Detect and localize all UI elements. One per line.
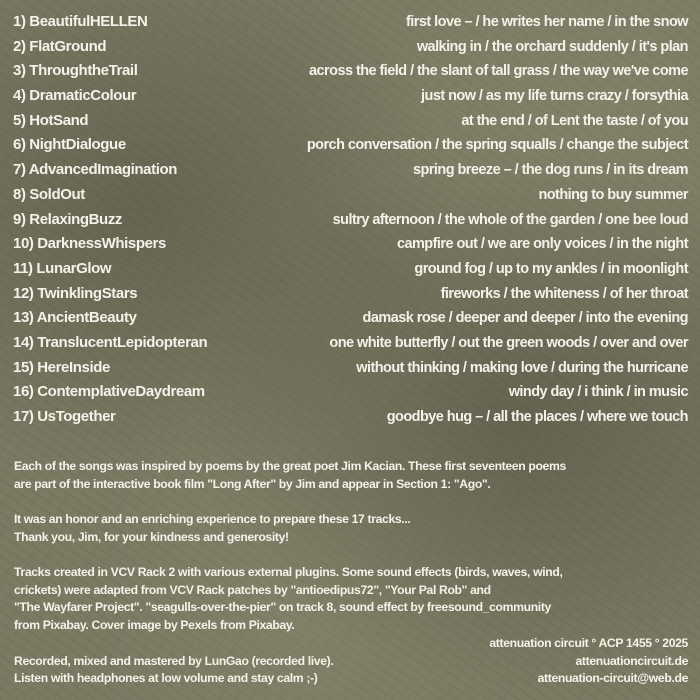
track-poem: goodbye hug – / all the places / where we touch xyxy=(386,409,688,425)
track-row xyxy=(13,11,688,36)
track-row xyxy=(13,60,688,85)
track-title: 17) UsTogether xyxy=(13,408,116,425)
track-poem: walking in / the orchard suddenly / it's plan xyxy=(416,38,688,55)
track-row xyxy=(13,283,688,308)
track-title: 8) SoldOut xyxy=(13,185,85,203)
track-poem: at the end / of Lent the taste / of you xyxy=(461,112,688,129)
notes-line: crickets) were adapted from VCV Rack patches by "antioedipus72", "Your Pal Rob" and xyxy=(14,582,491,597)
track-row xyxy=(13,357,688,382)
tracklist xyxy=(13,11,688,431)
recording-credit: Recorded, mixed and mastered by LunGao (recorded live). xyxy=(14,653,334,668)
listening-note: Listen with headphones at low volume and stay calm ;-) xyxy=(14,671,318,685)
track-title: 10) DarknessWhispers xyxy=(13,235,166,253)
track-title: 1) BeautifulHELLEN xyxy=(13,13,148,30)
track-row xyxy=(13,381,688,406)
notes-credits xyxy=(14,564,688,634)
track-poem: just now / as my life turns crazy / forsythia xyxy=(421,88,688,105)
track-row xyxy=(13,332,688,357)
track-title: 11) LunarGlow xyxy=(13,259,112,277)
track-poem: windy day / i think / in music xyxy=(508,384,688,401)
notes-thanks xyxy=(14,511,688,546)
track-title: 2) FlatGround xyxy=(13,37,107,55)
track-title: 5) HotSand xyxy=(13,111,89,129)
track-row xyxy=(13,209,688,234)
track-row xyxy=(13,406,688,431)
track-poem: nothing to buy summer xyxy=(538,186,688,203)
track-poem: first love – / he writes her name / in the snow xyxy=(406,14,688,30)
track-title: 3) ThroughtheTrail xyxy=(13,62,138,80)
track-title: 13) AncientBeauty xyxy=(13,309,137,327)
track-row xyxy=(13,159,688,184)
track-row xyxy=(13,258,688,283)
track-poem: spring breeze – / the dog runs / in its dream xyxy=(413,162,688,179)
notes-line: from Pixabay. Cover image by Pexels from Pixabay. xyxy=(14,617,295,632)
notes-line: Tracks created in VCV Rack 2 with various external plugins. Some sound effects (birds, waves, wind, xyxy=(14,565,563,579)
track-title: 12) TwinklingStars xyxy=(13,284,138,302)
track-row xyxy=(13,134,688,159)
track-poem: one white butterfly / out the green woods / over and over xyxy=(329,334,688,351)
track-title: 14) TranslucentLepidopteran xyxy=(13,333,208,351)
footer xyxy=(14,635,688,688)
track-poem: across the field / the slant of tall grass / the way we've come xyxy=(309,63,688,80)
catalog-info: attenuation circuit ° ACP 1455 ° 2025 xyxy=(489,636,688,650)
track-poem: fireworks / the whiteness / of her throat xyxy=(440,285,688,302)
notes-line: are part of the interactive book film "Long After" by Jim and appear in Section 1: "Ago". xyxy=(14,476,491,491)
notes-line: Thank you, Jim, for your kindness and generosity! xyxy=(14,529,289,544)
notes-inspiration xyxy=(14,458,688,493)
track-title: 4) DramaticColour xyxy=(13,87,137,105)
track-poem: without thinking / making love / during the hurricane xyxy=(356,359,688,376)
track-poem: ground fog / up to my ankles / in moonlight xyxy=(414,260,688,277)
website-link[interactable]: attenuationcircuit.de xyxy=(575,653,688,668)
track-title: 7) AdvancedImagination xyxy=(13,161,178,179)
track-poem: damask rose / deeper and deeper / into the evening xyxy=(362,310,688,327)
track-row xyxy=(13,36,688,61)
liner-notes xyxy=(14,458,688,652)
track-row xyxy=(13,307,688,332)
notes-line: Each of the songs was inspired by poems by the great poet Jim Kacian. These first seventeen poems xyxy=(14,459,566,473)
notes-line: It was an honor and an enriching experience to prepare these 17 tracks... xyxy=(14,512,411,526)
track-row xyxy=(13,110,688,135)
track-poem: campfire out / we are only voices / in the night xyxy=(396,236,688,253)
track-poem: porch conversation / the spring squalls / change the subject xyxy=(306,137,688,154)
track-title: 15) HereInside xyxy=(13,358,110,376)
track-row xyxy=(13,233,688,258)
track-poem: sultry afternoon / the whole of the garden / one bee loud xyxy=(332,211,688,228)
track-title: 9) RelaxingBuzz xyxy=(13,210,123,228)
track-title: 6) NightDialogue xyxy=(13,136,126,154)
notes-line: "The Wayfarer Project". "seagulls-over-the-pier" on track 8, sound effect by freesound_community xyxy=(14,600,551,614)
email-link[interactable]: attenuation-circuit@web.de xyxy=(537,671,688,685)
track-title: 16) ContemplativeDaydream xyxy=(13,383,205,401)
track-row xyxy=(13,85,688,110)
track-row xyxy=(13,184,688,209)
